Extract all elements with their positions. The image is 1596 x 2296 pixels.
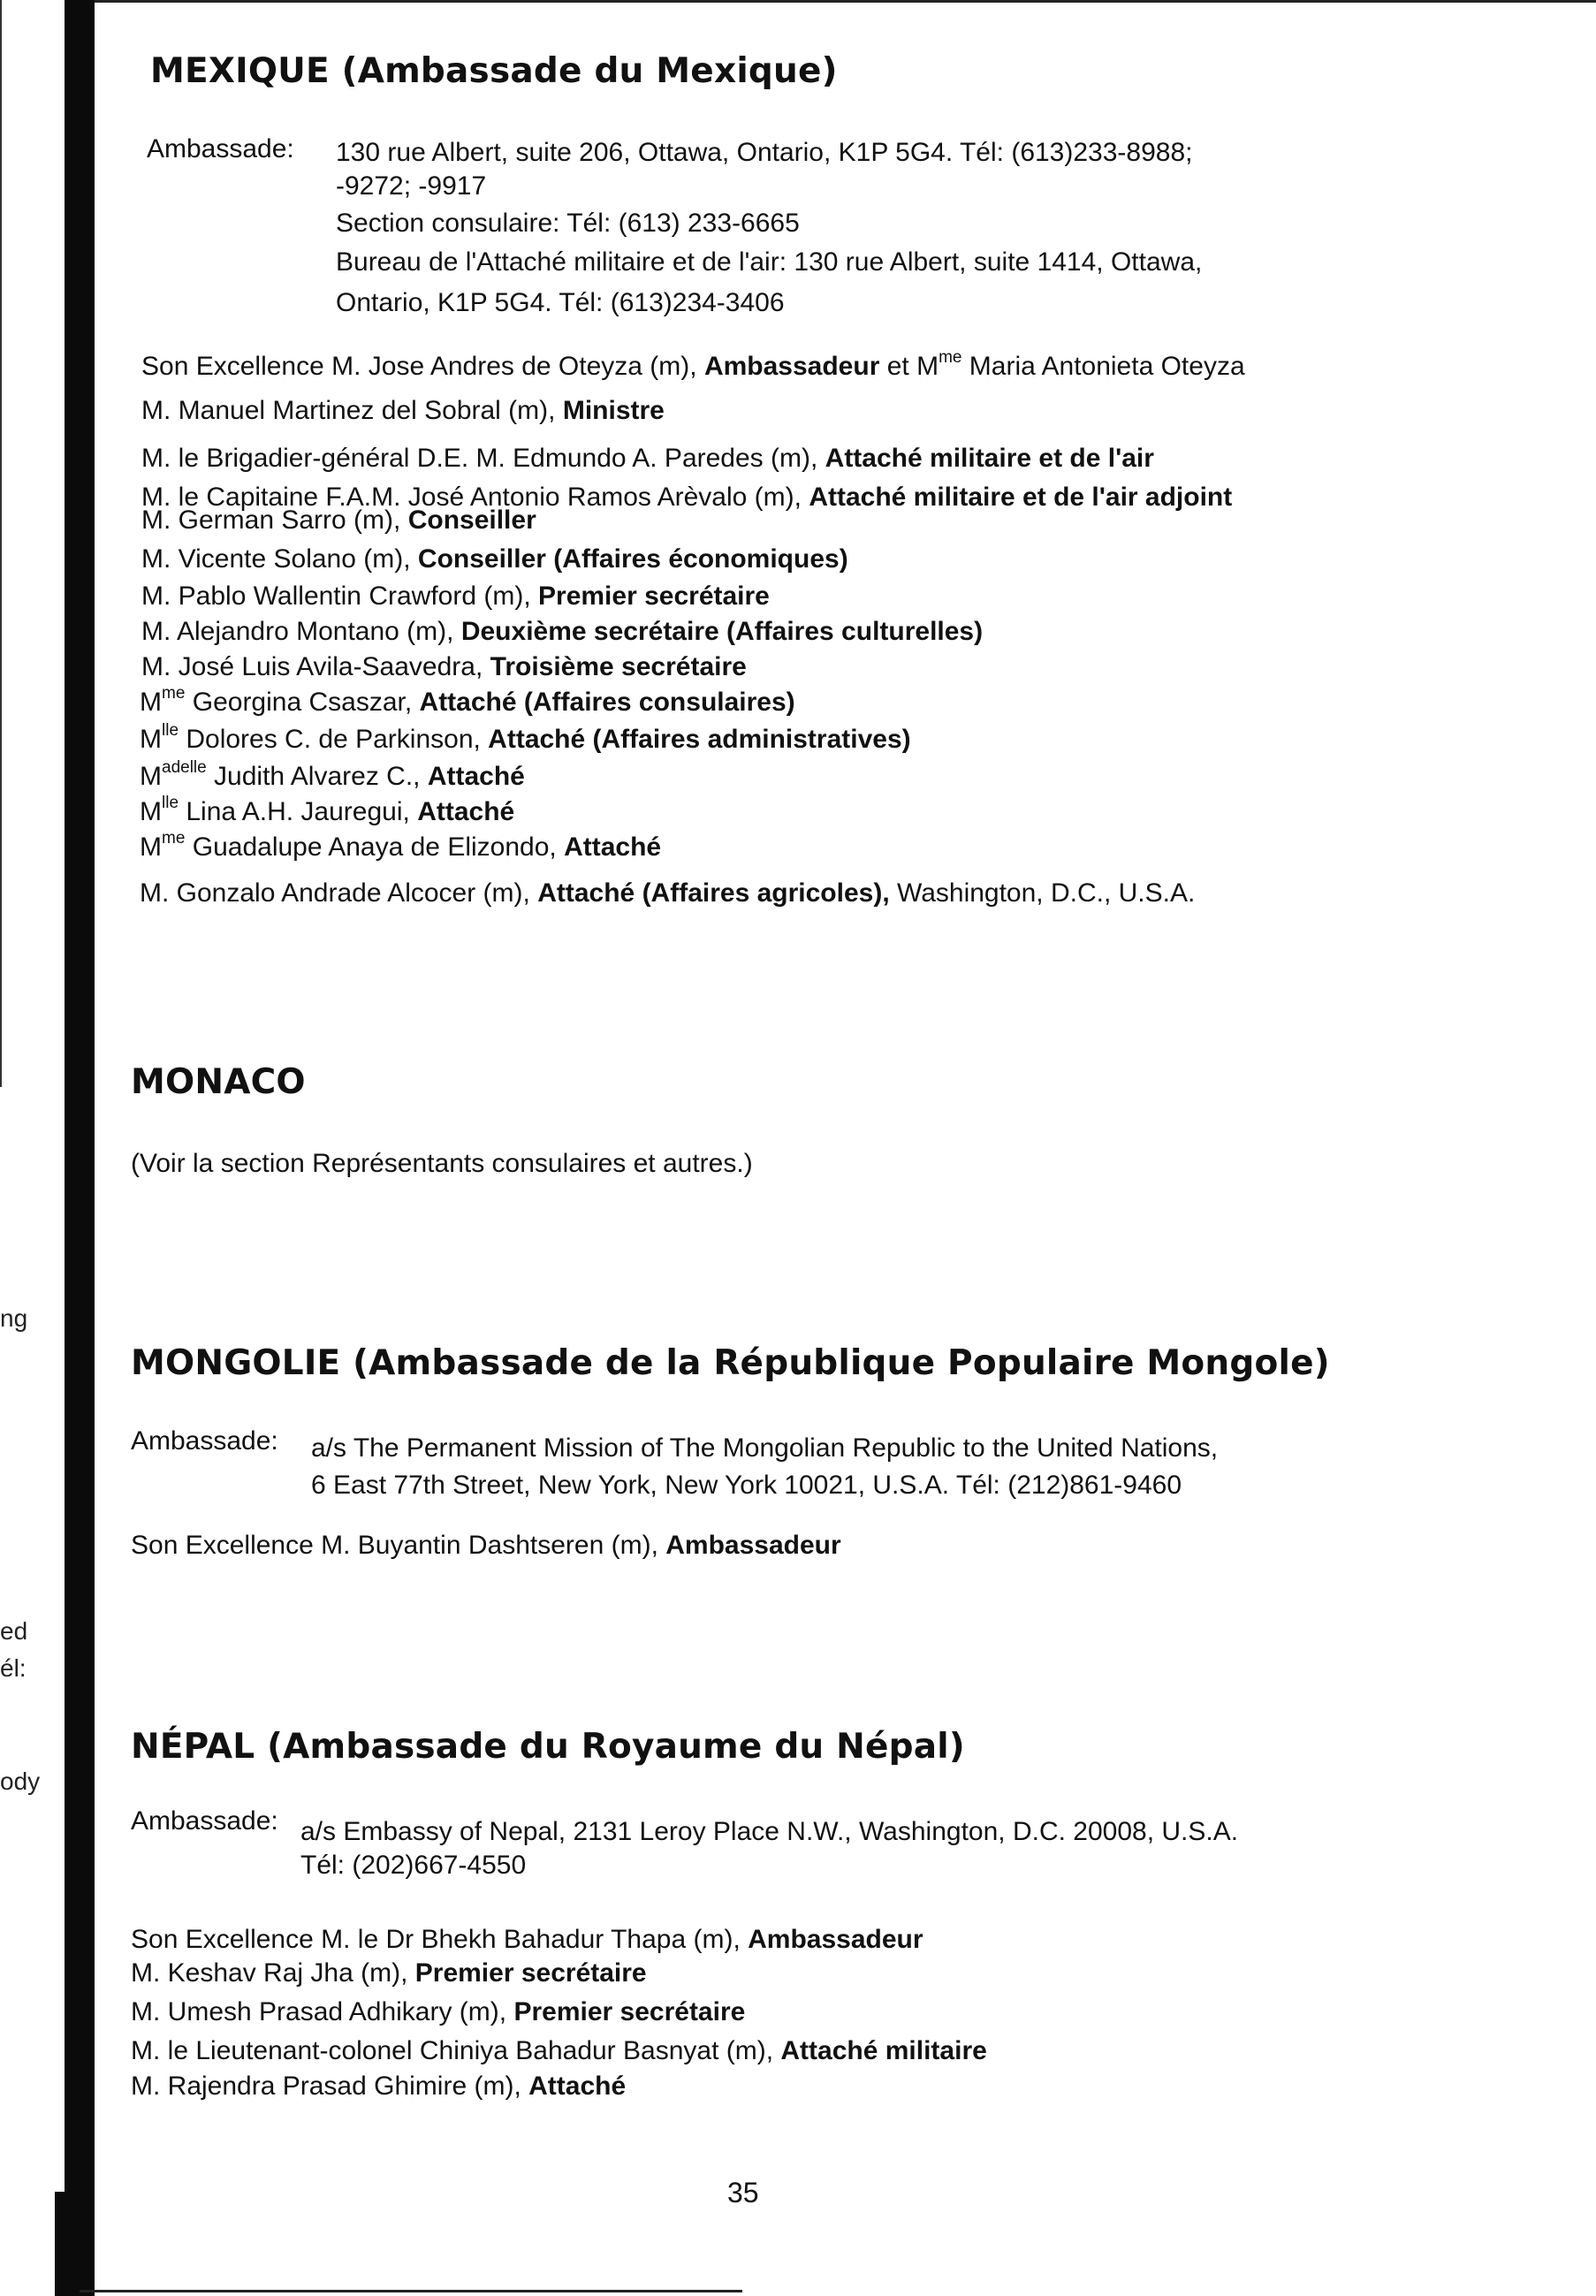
staff-entry: M. José Luis Avila-Saavedra, Troisième secrétaire — [141, 652, 747, 681]
binding-spine-lower — [55, 2192, 95, 2296]
staff-entry: M. Keshav Raj Jha (m), Premier secrétaire — [131, 1958, 647, 1988]
staff-entry: M. le Brigadier-général D.E. M. Edmundo A. Paredes (m), Attaché militaire et de l'air — [141, 444, 1154, 473]
staff-entry: M. le Lieutenant-colonel Chiniya Bahadur Basnyat (m), Attaché militaire — [131, 2036, 987, 2065]
address-line: Tél: (202)667-4550 — [300, 1851, 527, 1880]
margin-fragment: ng — [0, 1304, 28, 1332]
section-title-mexique: MEXIQUE (Ambassade du Mexique) — [150, 51, 838, 91]
binding-spine — [65, 0, 95, 2296]
staff-entry: M. Alejandro Montano (m), Deuxième secrétaire (Affaires culturelles) — [141, 617, 984, 646]
margin-fragment: ody — [0, 1768, 41, 1795]
staff-entry: $M^{adelle}$ Judith Alvarez C., Attaché — [140, 758, 525, 791]
staff-entry: M. le Capitaine F.A.M. José Antonio Ramos Arèvalo (m), Attaché militaire et de l'air adjoint — [141, 483, 1233, 512]
staff-entry: M. Gonzalo Andrade Alcocer (m), Attaché (Affaires agricoles), Washington, D.C., U.S.A. — [140, 878, 1196, 908]
section-note-monaco: (Voir la section Représentants consulaires et autres.) — [131, 1149, 753, 1178]
address-label: Ambassade: — [147, 134, 294, 163]
address-line: a/s Embassy of Nepal, 2131 Leroy Place N.W., Washington, D.C. 20008, U.S.A. — [300, 1817, 1239, 1846]
address-line: 6 East 77th Street, New York, New York 10021, U.S.A. Tél: (212)861-9460 — [311, 1471, 1182, 1500]
top-rule — [95, 0, 1596, 3]
section-title-mongolie: MONGOLIE (Ambassade de la République Populaire Mongole) — [131, 1343, 1330, 1383]
staff-entry: M. Pablo Wallentin Crawford (m), Premier secrétaire — [141, 582, 770, 611]
address-line: Section consulaire: Tél: (613) 233-6665 — [336, 209, 800, 238]
section-title-monaco: MONACO — [131, 1062, 306, 1102]
staff-entry: Son Excellence M. Buyantin Dashtseren (m), Ambassadeur — [131, 1531, 841, 1560]
staff-entry: $M^{me}$ Guadalupe Anaya de Elizondo, Attaché — [140, 829, 662, 862]
address-label: Ambassade: — [131, 1806, 278, 1836]
staff-entry: $M^{lle}$ Dolores C. de Parkinson, Attaché (Affaires administratives) — [140, 721, 911, 754]
address-line: -9272; -9917 — [336, 171, 487, 201]
address-line: Bureau de l'Attaché militaire et de l'air: 130 rue Albert, suite 1414, Ottawa, — [336, 247, 1203, 277]
page-number: 35 — [727, 2177, 759, 2209]
address-label: Ambassade: — [131, 1426, 278, 1456]
staff-entry: Son Excellence M. le Dr Bhekh Bahadur Thapa (m), Ambassadeur — [131, 1925, 923, 1954]
section-title-nepal: NÉPAL (Ambassade du Royaume du Népal) — [131, 1727, 965, 1767]
staff-entry: Son Excellence M. Jose Andres de Oteyza (m), Ambassadeur et $M^{me}$ Maria Antonieta Oteyza — [141, 348, 1245, 381]
staff-entry: M. Manuel Martinez del Sobral (m), Ministre — [141, 396, 665, 425]
staff-entry: $M^{lle}$ Lina A.H. Jauregui, Attaché — [140, 794, 515, 826]
address-line: a/s The Permanent Mission of The Mongolian Republic to the United Nations, — [311, 1433, 1219, 1463]
staff-entry: M. Vicente Solano (m), Conseiller (Affaires économiques) — [141, 544, 848, 574]
staff-entry: $M^{me}$ Georgina Csaszar, Attaché (Affaires consulaires) — [140, 684, 795, 717]
margin-fragment: ed — [0, 1617, 28, 1645]
staff-entry: M. German Sarro (m), Conseiller — [141, 506, 536, 535]
address-line: Ontario, K1P 5G4. Tél: (613)234-3406 — [336, 288, 785, 317]
page-edge-line — [0, 0, 2, 1087]
address-line: 130 rue Albert, suite 206, Ottawa, Ontario, K1P 5G4. Tél: (613)233-8988; — [336, 138, 1193, 167]
staff-entry: M. Rajendra Prasad Ghimire (m), Attaché — [131, 2072, 627, 2101]
bottom-rule — [80, 2290, 742, 2292]
staff-entry: M. Umesh Prasad Adhikary (m), Premier secrétaire — [131, 1997, 746, 2026]
margin-fragment: él: — [0, 1654, 27, 1682]
